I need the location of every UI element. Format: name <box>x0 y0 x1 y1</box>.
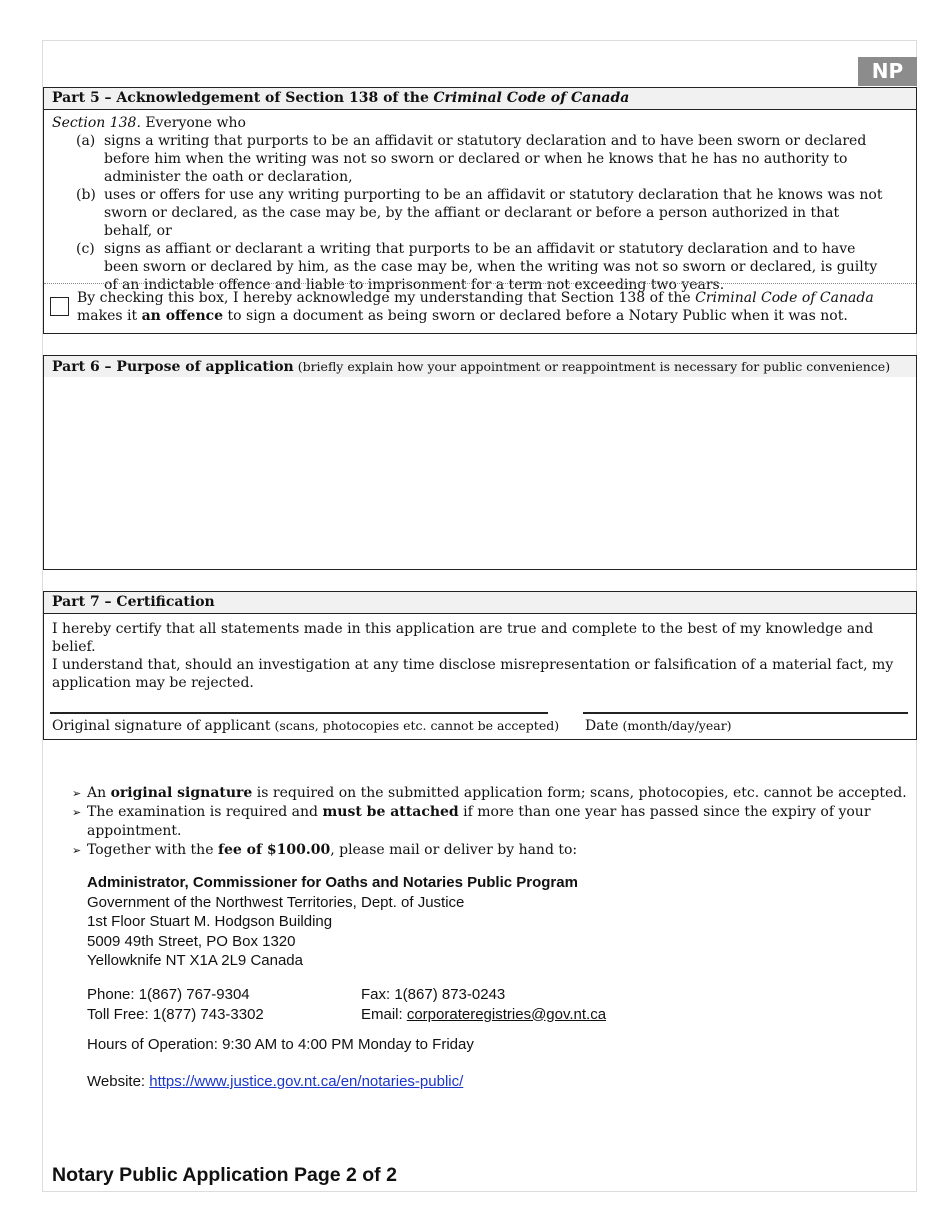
part7-header <box>44 592 916 614</box>
signature-line[interactable] <box>50 712 548 714</box>
ack-mid: makes it <box>77 308 142 324</box>
ack-pre: By checking this box, I hereby acknowledge my understanding that Section 138 of the <box>77 290 696 306</box>
website-link[interactable]: https://www.justice.gov.nt.ca/en/notaries-public/ <box>149 1073 464 1090</box>
clause-label: (a) <box>76 133 96 149</box>
note-pre: Together with the <box>87 842 218 858</box>
part5-title: Part 5 – Acknowledgement of Section 138 of the <box>52 90 429 106</box>
intro-text: Everyone who <box>140 115 246 131</box>
part5-header <box>44 88 916 110</box>
signature-label <box>52 718 559 734</box>
website-row <box>87 1072 463 1092</box>
hours-of-operation: Hours of Operation: 9:30 AM to 4:00 PM Monday to Friday <box>87 1036 474 1053</box>
contact-phones <box>87 985 264 1024</box>
clause-a <box>44 132 916 186</box>
clause-text: signs as affiant or declarant a writing that purports to be an affidavit or statutory declaration and to have been sworn or declared by him, as the case may be, when the writing was not so sworn or declared, is guilty of an indictable offence and liable to imprisonment for a term not exceeding two years. <box>104 241 878 293</box>
note-bold: must be attached <box>322 804 459 820</box>
arrow-bullet-icon: ➢ <box>72 806 82 819</box>
clause-text: uses or offers for use any writing purporting to be an affidavit or statutory declaration that he knows was not sworn or declared, as the case may be, by the affiant or declarant or before a person authorized in that behalf, or <box>104 187 883 239</box>
part6-section <box>43 355 917 570</box>
cert-line-2: I understand that, should an investigation at any time disclose misrepresentation or falsification of a material fact, my application may be rejected. <box>52 657 894 691</box>
mailing-address <box>87 873 578 971</box>
email-label: Email: <box>361 1005 407 1023</box>
address-line-1: Government of the Northwest Territories, Dept. of Justice <box>87 893 465 911</box>
contact-fax-email <box>361 985 606 1024</box>
email-link[interactable]: corporateregistries@gov.nt.ca <box>406 1005 607 1023</box>
website-label: Website: <box>87 1073 150 1090</box>
note-post: if more than one year has passed since the expiry of your appointment. <box>87 804 871 839</box>
note-post: , please mail or deliver by hand to: <box>330 842 578 858</box>
cert-line-1: I hereby certify that all statements made in this application are true and complete to the best of my knowledge and belief. <box>52 621 874 655</box>
arrow-bullet-icon: ➢ <box>72 844 82 857</box>
part7-section <box>43 591 917 740</box>
note-pre: An <box>87 785 111 801</box>
instruction-notes <box>72 784 912 860</box>
address-line-4: Yellowknife NT X1A 2L9 Canada <box>87 952 303 969</box>
address-org: Administrator, Commissioner for Oaths and Notaries Public Program <box>87 874 578 891</box>
arrow-bullet-icon: ➢ <box>72 787 82 800</box>
ack-post: to sign a document as being sworn or declared before a Notary Public when it was not. <box>223 308 848 324</box>
date-label <box>585 718 732 734</box>
note-item <box>72 803 912 841</box>
fax-number: Fax: 1(867) 873-0243 <box>361 986 506 1003</box>
ack-italic: Criminal Code of Canada <box>695 290 874 306</box>
purpose-textarea[interactable] <box>44 377 916 569</box>
note-item <box>72 784 912 803</box>
clause-text: signs a writing that purports to be an affidavit or statutory declaration and to have been sworn or declared before him when the writing was not so sworn or declared or when he knows that he has no authority to administer the oath or declaration, <box>104 133 867 185</box>
toll-free-number: Toll Free: 1(877) 743-3302 <box>87 1005 264 1023</box>
sig-label-text: Original signature of applicant <box>52 718 271 734</box>
form-code-badge: NP <box>858 57 917 86</box>
phone-number: Phone: 1(867) 767-9304 <box>87 986 250 1003</box>
certification-text <box>44 614 916 692</box>
address-line-2: 1st Floor Stuart M. Hodgson Building <box>87 913 333 930</box>
date-line[interactable] <box>583 712 908 714</box>
note-bold: fee of $100.00 <box>217 842 331 858</box>
address-line-3: 5009 49th Street, PO Box 1320 <box>87 932 296 950</box>
note-item <box>72 841 912 860</box>
acknowledgement-row <box>44 283 916 325</box>
part7-title: Part 7 – Certification <box>52 594 215 610</box>
acknowledgement-text <box>77 289 908 325</box>
clause-label: (c) <box>76 241 95 257</box>
note-bold: original signature <box>110 785 253 801</box>
part6-title: Part 6 – Purpose of application <box>52 359 294 375</box>
part6-header <box>44 356 916 379</box>
part5-title-italic: Criminal Code of Canada <box>433 90 630 106</box>
note-post: is required on the submitted application form; scans, photocopies, etc. cannot be accepted. <box>252 785 907 801</box>
clause-b <box>44 186 916 240</box>
date-label-text: Date <box>585 718 619 734</box>
page-footer-title: Notary Public Application Page 2 of 2 <box>52 1164 397 1186</box>
note-pre: The examination is required and <box>87 804 323 820</box>
section138-intro <box>44 110 916 132</box>
acknowledgement-checkbox[interactable] <box>50 297 69 316</box>
part5-section <box>43 87 917 334</box>
clause-label: (b) <box>76 187 96 203</box>
section-ref: Section 138. <box>52 115 141 131</box>
part6-subtitle: (briefly explain how your appointment or reappointment is necessary for public convenience) <box>293 359 891 374</box>
ack-bold: an offence <box>141 308 224 324</box>
sig-note: (scans, photocopies etc. cannot be accepted) <box>270 718 560 733</box>
date-note: (month/day/year) <box>618 718 732 733</box>
